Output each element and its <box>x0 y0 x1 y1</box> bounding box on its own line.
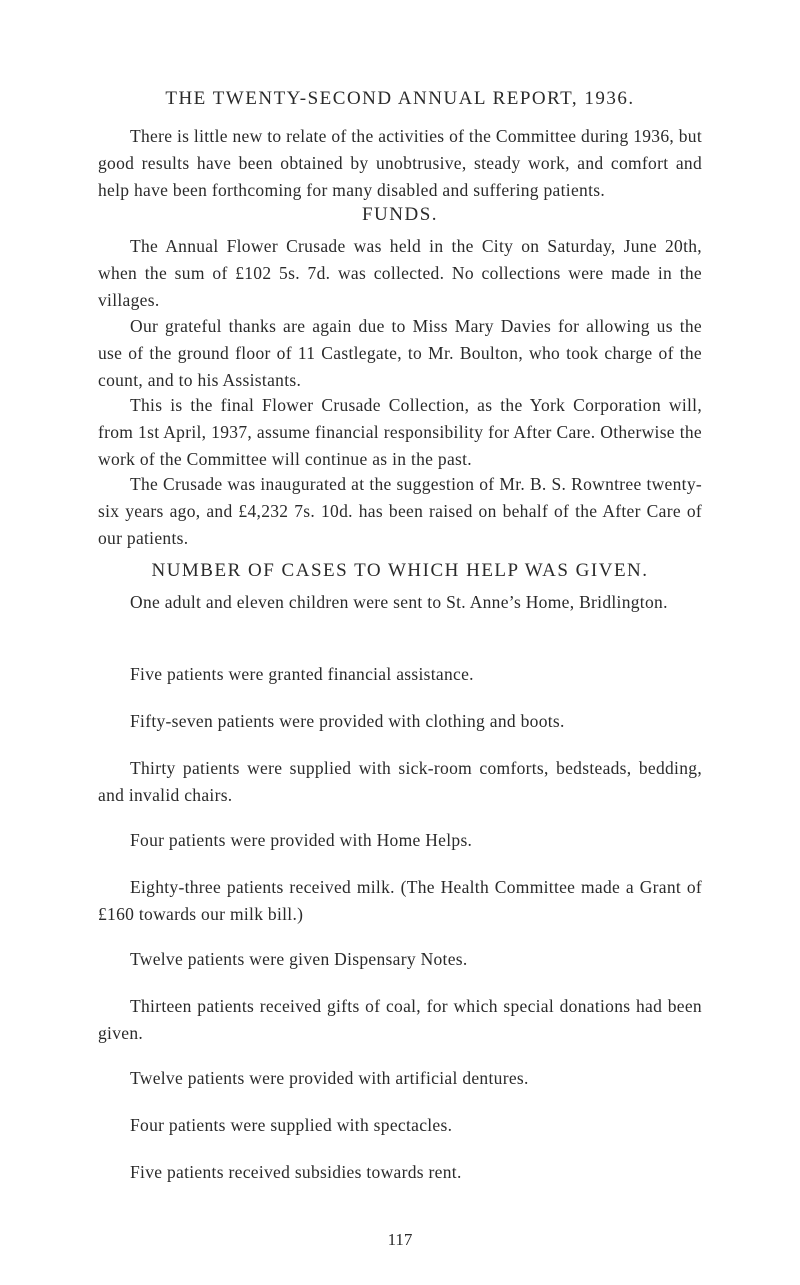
case-item-11: Five patients received subsidies towards rent. <box>130 1162 462 1182</box>
funds-heading: FUNDS. <box>361 204 439 225</box>
page-number: 117 <box>387 1230 413 1249</box>
case-item-10: Four patients were supplied with spectacles. <box>130 1115 453 1135</box>
case-item-8: Thirteen patients received gifts of coal, for which special donations had been given. <box>98 996 702 1043</box>
funds-paragraph-1: The Annual Flower Crusade was held in the City on Saturday, June 20th, when the sum of £102 5s. 7d. was collected. No collections were made in the villages. <box>98 236 702 310</box>
funds-paragraph-3: This is the final Flower Crusade Collection, as the York Corporation will, from 1st April, 1937, assume financial responsibility for After Care. Otherwise the work of the Committee will continue as in the past. <box>98 395 702 469</box>
funds-paragraph-2: Our grateful thanks are again due to Miss Mary Davies for allowing us the use of the ground floor of 11 Castlegate, to Mr. Boulton, who took charge of the count, and to his Assistants. <box>98 316 702 390</box>
case-item-3: Fifty-seven patients were provided with clothing and boots. <box>130 711 565 731</box>
case-item-2: Five patients were granted financial assistance. <box>130 664 474 684</box>
case-item-1: One adult and eleven children were sent to St. Anne’s Home, Bridlington. <box>130 592 668 612</box>
funds-paragraph-4: The Crusade was inaugurated at the suggestion of Mr. B. S. Rowntree twenty-six years ago, and £4,232 7s. 10d. has been raised on behalf of the After Care of our patients. <box>98 474 702 548</box>
case-item-7: Twelve patients were given Dispensary Notes. <box>130 949 468 969</box>
report-title: THE TWENTY-SECOND ANNUAL REPORT, 1936. <box>165 88 635 109</box>
cases-heading: NUMBER OF CASES TO WHICH HELP WAS GIVEN. <box>151 560 649 581</box>
case-item-4: Thirty patients were supplied with sick-room comforts, bedsteads, bedding, and invalid chairs. <box>98 758 702 805</box>
case-item-9: Twelve patients were provided with artificial dentures. <box>130 1068 529 1088</box>
case-item-5: Four patients were provided with Home Helps. <box>130 830 473 850</box>
case-item-6: Eighty-three patients received milk. (The Health Committee made a Grant of £160 towards our milk bill.) <box>98 877 702 924</box>
intro-paragraph: There is little new to relate of the activities of the Committee during 1936, but good results have been obtained by unobtrusive, steady work, and comfort and help have been forthcoming for many disabled and suffering patients. <box>98 126 703 200</box>
